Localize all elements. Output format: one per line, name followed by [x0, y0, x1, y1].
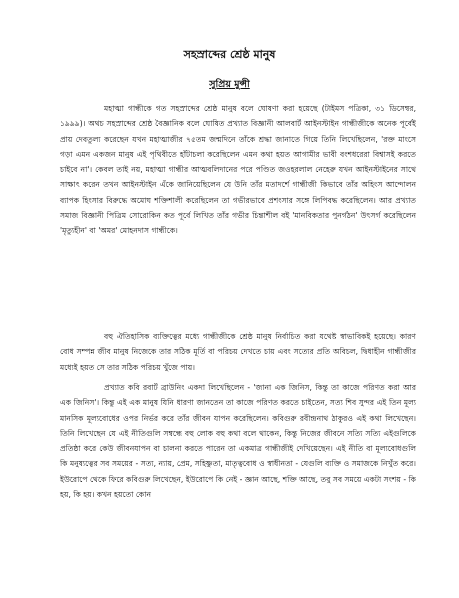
author-name: সুপ্রিয় মুন্সী	[209, 79, 250, 90]
paragraph-2-text: বহু ঐতিহাসিক ব্যক্তিত্বের মধ্যে গান্ধীজীকে শ্রেষ্ঠ মানুষ নির্বাচিত করা যথেষ্ট স্বাভাবিকই হয়েছে। কারণ বোধ সম্পন্ন জীব মানুষ নিজেকে তার সঠিক মূর্তি বা পরিচয় দেখতে চায় এবং সত্যের প্রতি অবিচল, দ্বিধাহীন গান্ধীজীর মধ্যেই হয়ত সে তার সঠিক পরিচয় খুঁজে পায়।	[60, 332, 416, 372]
paragraph-3	[60, 380, 416, 595]
paragraph-1	[60, 101, 416, 297]
document-title: সহস্রাব্দের শ্রেষ্ঠ মানুষ	[183, 48, 276, 61]
paragraph-3-text: প্রখ্যাত কবি রবার্ট ব্রাউনিং একদা লিখেছিলেন - 'জানা এক জিনিস, কিন্তু তা কাজে পরিণত করা আর এক জিনিস'। কিন্তু এই এক মানুষ যিনি ধারণা জানতেন তা কাজে পরিণত করতে চাইতেন, সত্য শিব সুন্দর এই তিন মূল্য মানসিক মূল্যবোধের ওপর নির্ভর করে তাঁর জীবন যাপন করেছিলেন। কবিগুরু রবীন্দ্রনাথ ঠাকুরও এই কথা লিখেছেন। তিনি লিখেছেন যে এই নীতিগুলি সম্বন্ধে বহু লোক বহু কথা বলে থাকেন, কিন্তু নিজের জীবনে সত্যি সত্যি এইগুলিকে প্রতিষ্ঠা করে কেউ জীবনযাপন বা চালনা করতে পারেন তা একমাত্র গান্ধীজীই দেখিয়েছেন। এই নীতি বা মূল্যবোধগুলি কি মনুষ্যত্বের সব সময়ের - সত্য, ন্যায়, প্রেম, সহিষ্ণুতা, মাতৃত্ববোধ ও স্বাধীনতা - যেগুলি ব্যক্তি ও সমাজকে নিখুঁত করে। ইউরোপে থেকে ফিরে কবিগুরু লিখেছেন, ইউরোপে কি নেই - জ্ঞান আছে, শক্তি আছে, তবু সব সময়ে একটা সংশয় - কি হয়, কি হয়। কখন হয়তো কোন	[60, 383, 416, 500]
paragraph-2	[60, 329, 416, 372]
paragraph-1-text: মহাত্মা গান্ধীকে গত সহস্রাব্দের শ্রেষ্ঠ মানুষ বলে ঘোষণা করা হয়েছে (টাইমস পত্রিকা, ৩১ ডিসেম্বর, ১৯৯৯)। অথচ সহস্রাব্দের শ্রেষ্ঠ বৈজ্ঞানিক বলে ঘোষিত প্রখ্যাত বিজ্ঞানী আলবার্ট আইনস্টাইন গান্ধীজীকে অনেক পূর্বেই প্রায় দেবতুল্য করেছেন যখন মহাত্মাজীর ৭৫তম জন্মদিনে তাঁকে শ্রদ্ধা জানাতে গিয়ে তিনি লিখেছিলেন, 'রক্ত মাংসে গড়া এমন একজন মানুষ এই পৃথিবীতে হাঁটাচলা করেছিলেন এমন কথা হয়ত আগামীর ভাবী বংশধরেরা বিশ্বাসই করতে চাইবে না'। কেবল তাই নয়, মহাত্মা গান্ধীর আত্মবলিদানের পরে পণ্ডিত জওহরলাল নেহেরু যখন আইনস্টাইনের সাথে সাক্ষাৎ করেন তখন আইনস্টাইন এঁকে জানিয়েছিলেন যে উনি তাঁর মতাদর্শে গান্ধীজী কিভাবে তাঁর অহিংস আন্দোলন ব্যাপক হিংসার বিরুদ্ধে অমোঘ শক্তিশালী করেছিলেন তা গভীরভাবে প্রশংসার সঙ্গে লিপিবদ্ধ করেছিলেন। আর প্রখ্যাত সমাজ বিজ্ঞানী পিত্রিম সোরোকিন কত পূর্বে লিখিত তাঁর গভীর চিন্তাশীল বই 'মানবিকতার পুনর্গঠন' উৎসর্গ করেছিলেন 'মৃত্যুহীন' বা 'অমর' মোহনদাস গান্ধীকে।	[60, 104, 416, 236]
